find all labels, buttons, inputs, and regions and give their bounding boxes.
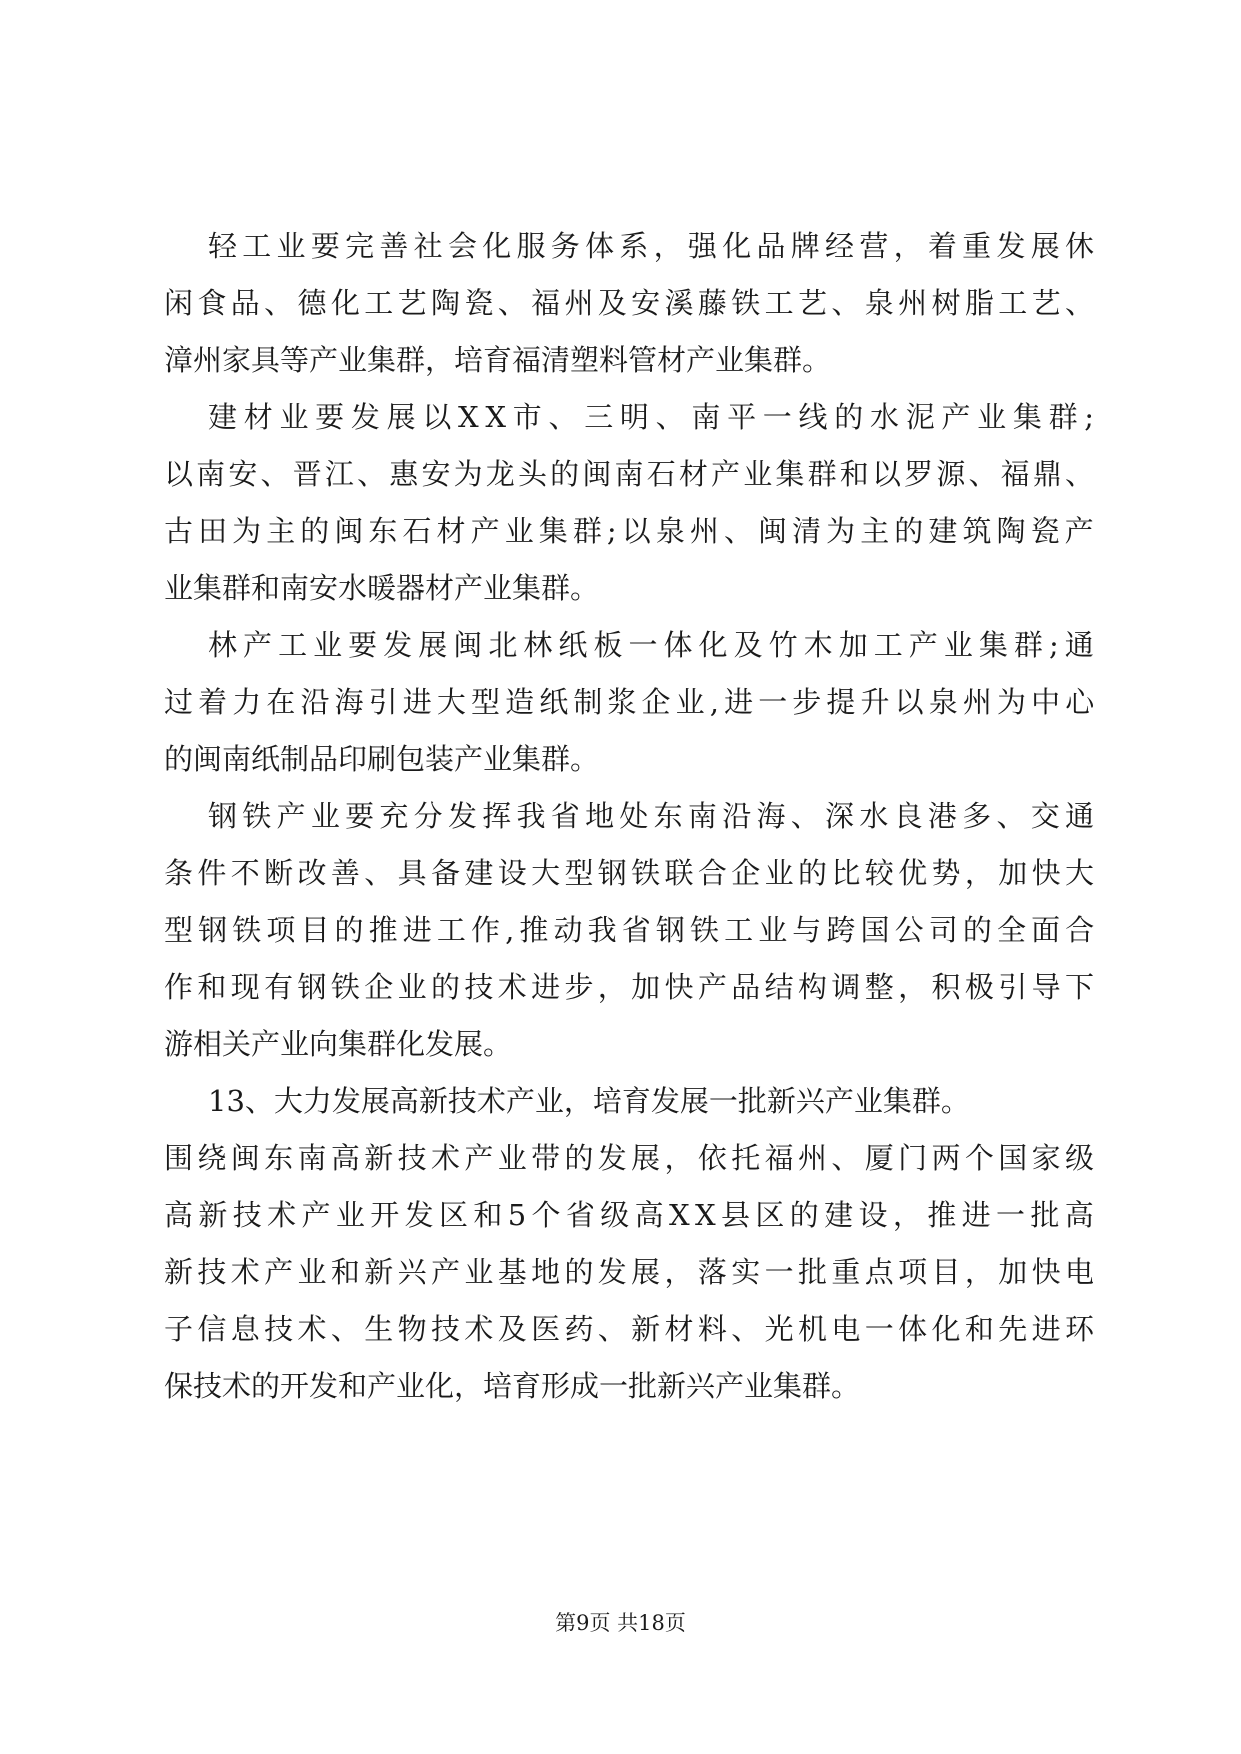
text-line: 的闽南纸制品印刷包装产业集群。 xyxy=(164,742,600,776)
text-line: 业集群和南安水暖器材产业集群。 xyxy=(164,571,600,605)
text-line: 保技术的开发和产业化，培育形成一批新兴产业集群。 xyxy=(164,1369,861,1403)
text-line: 林产工业要发展闽北林纸板一体化及竹木加工产业集群;通 xyxy=(208,628,1100,662)
text-line: 轻工业要完善社会化服务体系，强化品牌经营，着重发展休 xyxy=(208,229,1100,263)
text-line: 古田为主的闽东石材产业集群;以泉州、闽清为主的建筑陶瓷产 xyxy=(164,514,1099,548)
text-line: 型钢铁项目的推进工作,推动我省钢铁工业与跨国公司的全面合 xyxy=(164,913,1100,947)
text-line: 条件不断改善、具备建设大型钢铁联合企业的比较优势，加快大 xyxy=(164,856,1099,890)
text-line: 新技术产业和新兴产业基地的发展，落实一批重点项目，加快电 xyxy=(164,1255,1099,1289)
text-line: 以南安、晋江、惠安为龙头的闽南石材产业集群和以罗源、福鼎、 xyxy=(164,457,1098,491)
text-line: 过着力在沿海引进大型造纸制浆企业,进一步提升以泉州为中心 xyxy=(164,685,1100,719)
text-line: 钢铁产业要充分发挥我省地处东南沿海、深水良港多、交通 xyxy=(208,799,1100,833)
text-line: 13、大力发展高新技术产业，培育发展一批新兴产业集群。 xyxy=(208,1084,970,1118)
text-line: 围绕闽东南高新技术产业带的发展，依托福州、厦门两个国家级 xyxy=(164,1141,1099,1175)
text-line: 漳州家具等产业集群，培育福清塑料管材产业集群。 xyxy=(164,343,832,377)
text-line: 高新技术产业开发区和5个省级高XX县区的建设，推进一批高 xyxy=(164,1198,1100,1232)
text-line: 闲食品、德化工艺陶瓷、福州及安溪藤铁工艺、泉州树脂工艺、 xyxy=(164,286,1099,320)
text-line: 子信息技术、生物技术及医药、新材料、光机电一体化和先进环 xyxy=(164,1312,1099,1346)
page-number-footer: 第9页 共18页 xyxy=(555,1611,686,1635)
text-line: 作和现有钢铁企业的技术进步，加快产品结构调整，积极引导下 xyxy=(164,970,1099,1004)
text-line: 建材业要发展以XX市、三明、南平一线的水泥产业集群; xyxy=(208,400,1101,434)
text-line: 游相关产业向集群化发展。 xyxy=(164,1027,513,1061)
